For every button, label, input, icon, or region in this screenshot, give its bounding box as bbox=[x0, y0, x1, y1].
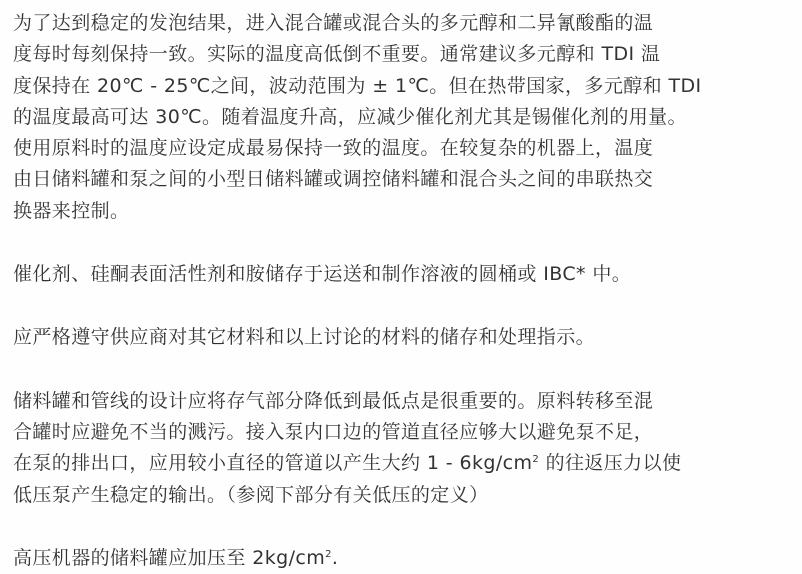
text-line: 储料罐和管线的设计应将存气部分降低到最低点是很重要的。原料转移至混 bbox=[13, 389, 654, 412]
text-line: 应严格遵守供应商对其它材料和以上讨论的材料的储存和处理指示。 bbox=[13, 326, 596, 349]
text-line: 度保持在 20℃ - 25℃之间，波动范围为 ± 1℃。但在热带国家，多元醇和 TDI bbox=[13, 74, 702, 97]
paragraph-gap bbox=[13, 290, 792, 322]
text-line: 的温度最高可达 30℃。随着温度升高，应减少催化剂尤其是锡催化剂的用量。 bbox=[13, 105, 687, 128]
paragraph-gap bbox=[13, 511, 792, 543]
paragraph-supplier-instructions bbox=[13, 322, 792, 353]
paragraph-high-pressure bbox=[13, 543, 792, 574]
text-segment: . bbox=[331, 546, 339, 569]
superscript: 2 bbox=[325, 548, 332, 560]
text-segment: 高压机器的储料罐应加压至 2kg/cm bbox=[13, 546, 326, 569]
text-line: 使用原料时的温度应设定成最易保持一致的温度。在较复杂的机器上，温度 bbox=[13, 137, 654, 160]
superscript: 2 bbox=[532, 454, 540, 466]
text-line: 换器来控制。 bbox=[13, 199, 130, 222]
text-segment: 在泵的排出口，应用较小直径的管道以产生大约 1 - 6kg/cm bbox=[13, 452, 533, 475]
text-line: 度每时每刻保持一致。实际的温度高低倒不重要。通常建议多元醇和 TDI 温 bbox=[13, 43, 661, 66]
text-line: 低压泵产生稳定的输出。（参阅下部分有关低压的定义） bbox=[13, 483, 489, 506]
paragraph-tank-pipeline bbox=[13, 386, 792, 511]
text-line-with-superscript bbox=[13, 448, 792, 479]
paragraph-temperature bbox=[13, 8, 792, 227]
text-line: 催化剂、硅酮表面活性剂和胺储存于运送和制作溶液的圆桶或 IBC* 中。 bbox=[13, 263, 632, 286]
paragraph-gap bbox=[13, 227, 792, 259]
text-line: 为了达到稳定的发泡结果，进入混合罐或混合头的多元醇和二异氰酸酯的温 bbox=[13, 12, 654, 34]
paragraph-catalyst-storage bbox=[13, 259, 792, 290]
text-line: 由日储料罐和泵之间的小型日储料罐或调控储料罐和混合头之间的串联热交 bbox=[13, 168, 654, 191]
paragraph-gap bbox=[13, 354, 792, 386]
text-line: 合罐时应避免不当的溅污。接入泵内口边的管道直径应够大以避免泵不足， bbox=[13, 420, 654, 443]
text-line-with-superscript bbox=[13, 543, 792, 574]
text-segment: 的往返压力以使 bbox=[539, 452, 682, 475]
